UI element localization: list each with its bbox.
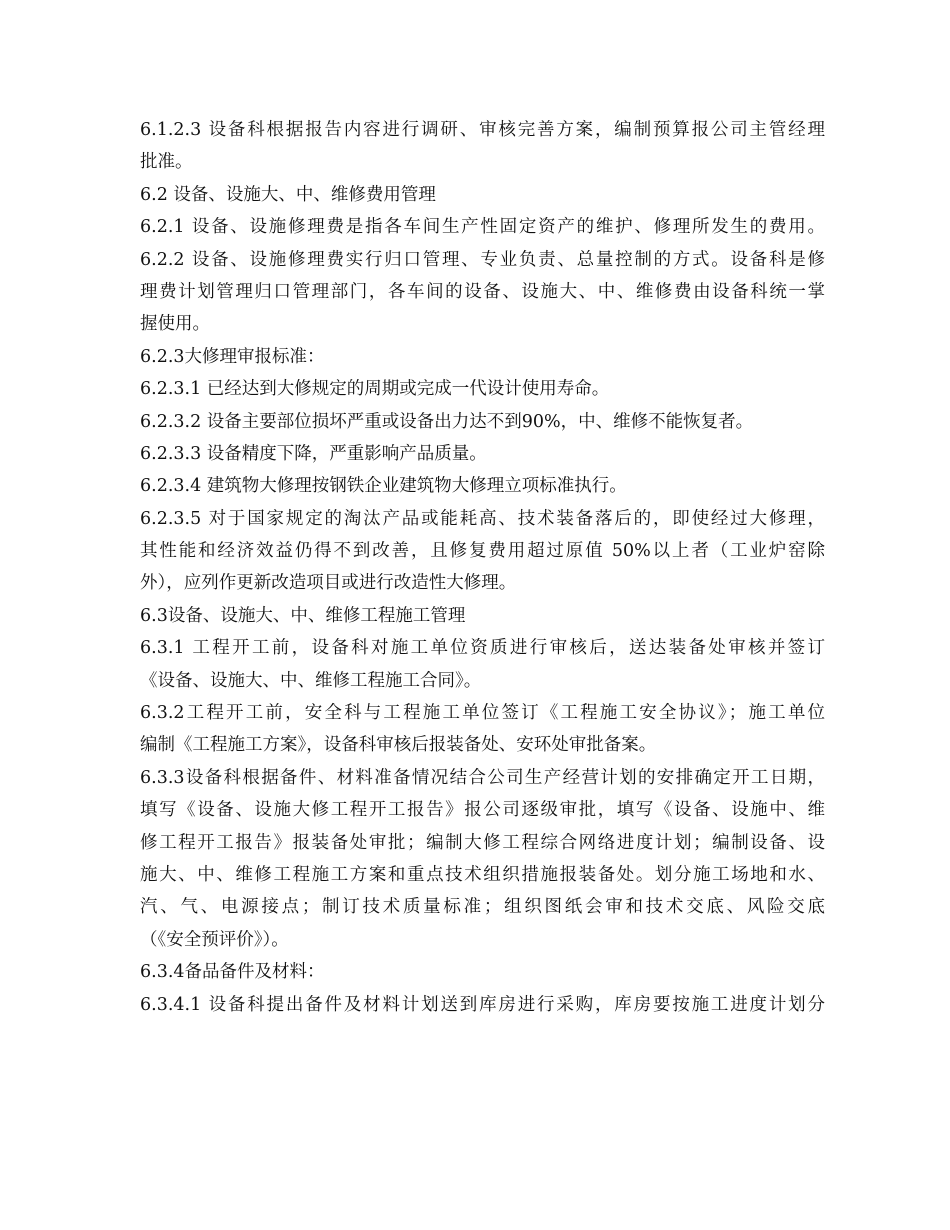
text-line: 理费计划管理归口管理部门，各车间的设备、设施大、中、维修费由设备科统一掌 [140, 281, 825, 302]
text-line: 6.2.3.4 建筑物大修理按钢铁企业建筑物大修理立项标准执行。 [140, 476, 627, 497]
text-line: 6.3.2工程开工前，安全科与工程施工单位签订《工程施工安全协议》；施工单位 [140, 703, 825, 724]
text-line: 外），应列作更新改造项目或进行改造性大修理。 [140, 573, 517, 594]
text-line: 批准。 [140, 152, 193, 173]
text-line: 其性能和经济效益仍得不到改善，且修复费用超过原值 50%以上者（工业炉窑除 [140, 541, 825, 562]
text-line: 《设备、设施大、中、维修工程施工合同》。 [140, 670, 482, 691]
text-line: 6.3.3设备科根据备件、材料准备情况结合公司生产经营计划的安排确定开工日期， [140, 767, 825, 788]
document-body [140, 114, 825, 1021]
text-line: 握使用。 [140, 314, 210, 335]
text-line: 6.3.1 工程开工前，设备科对施工单位资质进行审核后，送达装备处审核并签订 [140, 638, 825, 659]
text-line: 6.2.3.5 对于国家规定的淘汰产品或能耗高、技术装备落后的，即使经过大修理， [140, 508, 825, 529]
text-line: 6.1.2.3 设备科根据报告内容进行调研、审核完善方案，编制预算报公司主管经理 [140, 120, 825, 140]
text-line: 6.3设备、设施大、中、维修工程施工管理 [140, 605, 466, 626]
text-line: 6.3.4.1 设备科提出备件及材料计划送到库房进行采购，库房要按施工进度计划分 [140, 994, 825, 1015]
text-line: 6.2.3.3 设备精度下降，严重影响产品质量。 [140, 443, 487, 464]
text-line: 施大、中、维修工程施工方案和重点技术组织措施报装备处。划分施工场地和水、 [140, 864, 825, 885]
text-line: 6.3.4备品备件及材料： [140, 962, 325, 983]
text-line: 6.2.2 设备、设施修理费实行归口管理、专业负责、总量控制的方式。设备科是修 [140, 249, 825, 270]
text-line: 6.2.3.1 已经达到大修规定的周期或完成一代设计使用寿命。 [140, 379, 610, 400]
text-line: 修工程开工报告》报装备处审批；编制大修工程综合网络进度计划；编制设备、设 [140, 832, 825, 853]
text-line: 6.2.1 设备、设施修理费是指各车间生产性固定资产的维护、修理所发生的费用。 [140, 217, 825, 238]
text-line: （《安全预评价》）。 [140, 929, 289, 950]
text-line: 6.2.3大修理审报标准： [140, 346, 325, 367]
text-line: 6.2.3.2 设备主要部位损坏严重或设备出力达不到90%，中、维修不能恢复者。 [140, 411, 754, 432]
text-line: 汽、气、电源接点；制订技术质量标准；组织图纸会审和技术交底、风险交底 [140, 897, 825, 918]
text-line: 填写《设备、设施大修工程开工报告》报公司逐级审批，填写《设备、设施中、维 [140, 800, 825, 821]
text-line: 6.2 设备、设施大、中、维修费用管理 [140, 184, 436, 205]
text-line: 编制《工程施工方案》，设备科审核后报装备处、安环处审批备案。 [140, 735, 657, 756]
